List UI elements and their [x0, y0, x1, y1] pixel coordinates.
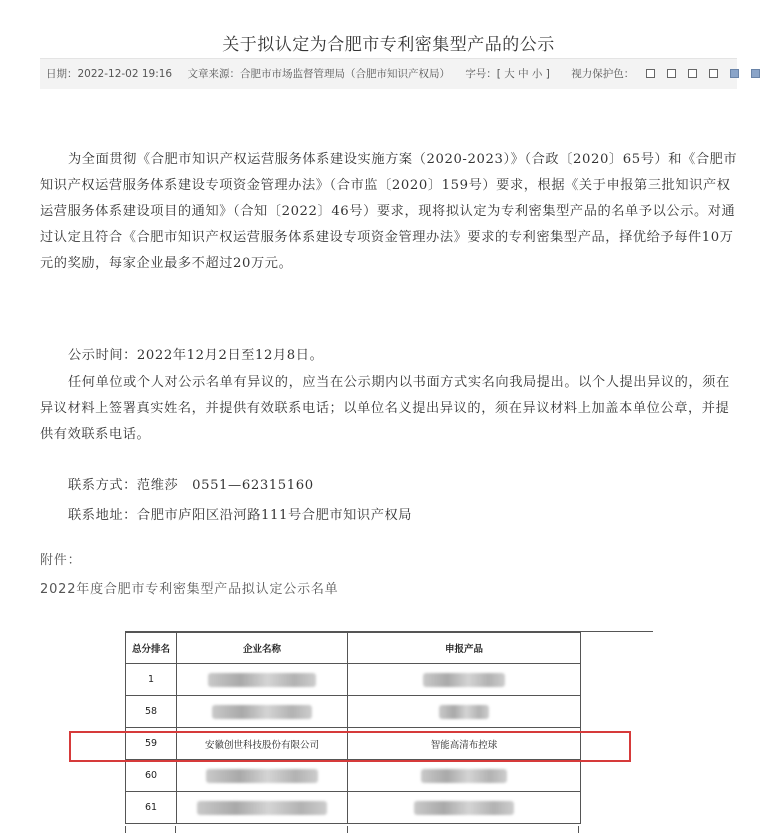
candidate-table: [125, 632, 581, 824]
cell-company-redacted: [177, 760, 348, 792]
table-row: [126, 760, 581, 792]
attachment-label: 附件：: [40, 553, 82, 568]
page-title: 关于拟认定为合肥市专利密集型产品的公示: [222, 35, 555, 55]
redacted-block: [197, 801, 327, 815]
article-source: 文章来源：合肥市市场监督管理局（合肥市知识产权局）: [187, 68, 450, 80]
redacted-block: [208, 673, 316, 687]
cell-rank: 58: [126, 696, 177, 728]
table-row: [126, 696, 581, 728]
cell-product-redacted: [348, 664, 581, 696]
table-continuation: [125, 826, 579, 833]
cell-company: 安徽创世科技股份有限公司: [177, 728, 348, 760]
eye-protect-colors: [565, 68, 766, 80]
paragraph-main: 为全面贯彻《合肥市知识产权运营服务体系建设实施方案（2020-2023）》（合政〔2020〕65号）和《合肥市知识产权运营服务体系建设专项资金管理办法》（合市监〔2020〕159号）要求，根据《关于申报第三批知识产权运营服务体系建设项目的通知》（合知〔2022〕46号）要求，现将拟认定为专利密集型产品的名单予以公示。对通过认定且符合《合肥市知识产权运营服务体系建设专项资金管理办法》要求的专利密集型产品，择优给予每件10万元的奖励，每家企业最多不超过20万元。: [40, 152, 738, 271]
cell-company-redacted: [177, 792, 348, 824]
publish-date: 日期：2022-12-02 19:16: [46, 68, 173, 80]
eye-protect-label: 视力保护色：: [571, 68, 635, 80]
cell-product: 智能高清布控球: [348, 728, 581, 760]
cell-product-redacted: [348, 792, 581, 824]
redacted-block: [439, 705, 489, 719]
header-rank: 总分排名: [126, 633, 177, 664]
cell-rank: 59: [126, 728, 177, 760]
article-meta-bar: [40, 58, 737, 89]
paragraph-objection: 任何单位或个人对公示名单有异议的，应当在公示期内以书面方式实名向我局提出。以个人提出异议的，须在异议材料上签署真实姓名，并提供有效联系电话；以单位名义提出异议的，须在异议材料上加盖本单位公章，并提供有效联系电话。: [40, 375, 730, 442]
redacted-block: [212, 705, 312, 719]
cell-rank: 61: [126, 792, 177, 824]
color-swatch-3[interactable]: [688, 69, 697, 78]
color-swatch-1[interactable]: [646, 69, 655, 78]
color-swatch-6[interactable]: [751, 69, 760, 78]
redacted-block: [206, 769, 318, 783]
color-swatch-5[interactable]: [730, 69, 739, 78]
cell-rank: 60: [126, 760, 177, 792]
redacted-block: [414, 801, 514, 815]
notice-period: 公示时间：2022年12月2日至12月8日。: [68, 348, 324, 363]
table-divider: [175, 826, 176, 833]
header-company: 企业名称: [177, 633, 348, 664]
table-row: [126, 664, 581, 696]
color-swatch-2[interactable]: [667, 69, 676, 78]
table-row: [126, 792, 581, 824]
cell-rank: 1: [126, 664, 177, 696]
color-swatch-4[interactable]: [709, 69, 718, 78]
table-divider: [347, 826, 348, 833]
cell-product-redacted: [348, 696, 581, 728]
table-header-row: [126, 633, 581, 664]
cell-product-redacted: [348, 760, 581, 792]
contact-info: 联系方式：范维莎 0551—62315160: [68, 478, 314, 493]
font-size-selector[interactable]: 字号：[ 大 中 小 ]: [465, 68, 550, 80]
attachment-name: 2022年度合肥市专利密集型产品拟认定公示名单: [40, 582, 339, 597]
cell-company-redacted: [177, 696, 348, 728]
contact-address: 联系地址：合肥市庐阳区沿河路111号合肥市知识产权局: [68, 508, 413, 523]
redacted-block: [423, 673, 505, 687]
redacted-block: [421, 769, 507, 783]
table-row-highlighted: [126, 728, 581, 760]
header-product: 申报产品: [348, 633, 581, 664]
cell-company-redacted: [177, 664, 348, 696]
